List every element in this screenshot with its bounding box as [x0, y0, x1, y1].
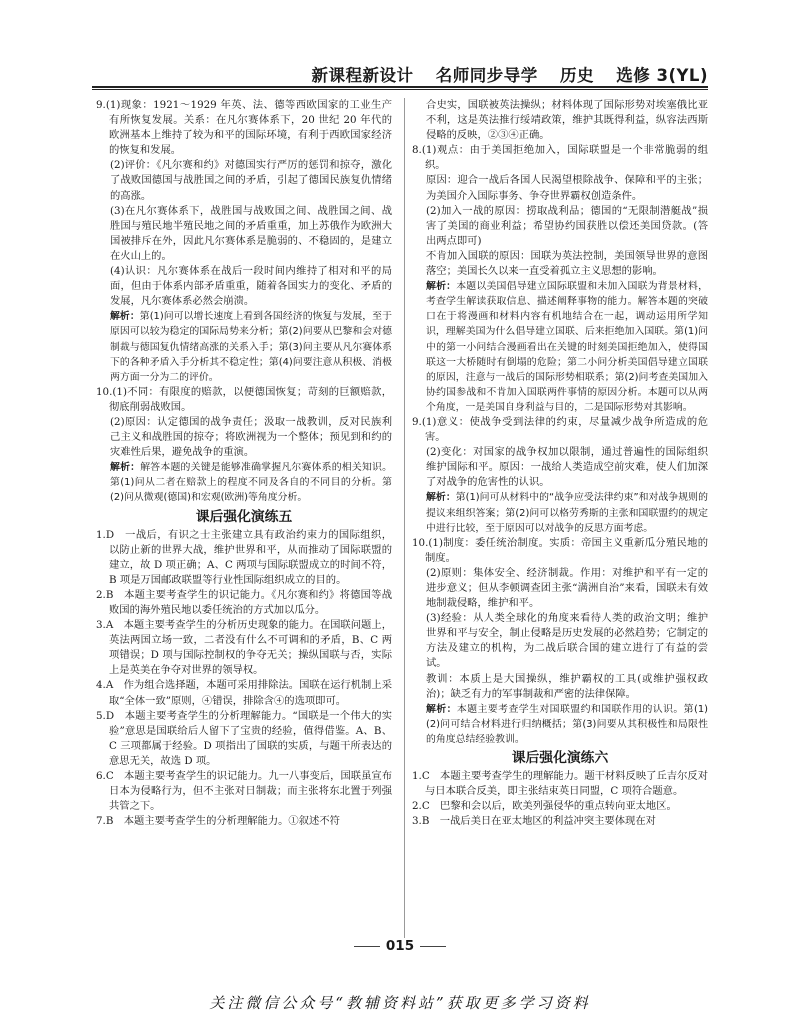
answer-paragraph: (2)加入一战的原因：捞取战利品；德国的“无限制潜艇战”损害了美国的商业利益；希望协约国获胜以偿还美国贷款。(答出两点即可) [426, 204, 708, 247]
answer-item: 4.A 作为组合选择题，本题可采用排除法。国联在运行机制上采取“全体一致”原则，④错误，排除含④的选项即可。 [96, 679, 392, 707]
header-subtitle: 名师同步导学 [435, 66, 538, 85]
header-volume: 选修 3(YL) [616, 66, 708, 85]
section-heading: 课后强化演练六 [511, 750, 609, 767]
answer-item: 9.(1)意义：使战争受到法律的约束，尽量减少战争所造成的危害。 [412, 415, 708, 444]
header-rule-thin [92, 89, 708, 90]
answer-item: 6.C 本题主要考查学生的识记能力。九一八事变后，国联虽宣布日本为侵略行为，但不主张对日制裁；而主张将东北置于列强共管之下。 [96, 770, 392, 813]
answer-paragraph: (4)认识：凡尔赛体系在战后一段时间内维持了相对和平的局面，但由于体系内部矛盾重重，随着各国实力的变化、矛盾的发展，凡尔赛体系必然会崩溃。 [110, 265, 392, 308]
header-subject: 历史 [559, 66, 594, 85]
answer-paragraph: 原因：迎合一战后各国人民渴望根除战争、保障和平的主张；为美国介入国际事务、争夺世界霸权创造条件。 [426, 174, 708, 202]
analysis-text: 本题以美国倡导建立国际联盟和未加入国联为背景材料，考查学生解读获取信息、描述阐释事物的能力。解答本题的突破口在于将漫画和材料内容有机地结合在一起，调动运用所学知识，理解美国为什么倡导建立国联、后来拒绝加入国联。第(1)问中的第一小问结合漫画看出在关键的时刻美国拒绝加入，使得国联这一大桥随时有倒塌的危险；第二小问分析美国倡导建立国联的原因，注意与一战后的国际形势相联系；第(2)问考查美国加入协约国参战和不肯加入国联两件事情的原因分析。本题可以从两个角度，一是美国自身利益与目的，二是国际形势对其影响。 [426, 281, 708, 413]
footer-note: 关注微信公众号“教辅资料站”获取更多学习资料 [209, 994, 591, 1012]
answer-item: 1.C 本题主要考查学生的理解能力。题干材料反映了丘吉尔反对与日本联合反美，即主张结束英日同盟，C 项符合题意。 [412, 770, 708, 798]
page-number [0, 938, 800, 954]
analysis-paragraph [96, 460, 392, 505]
analysis-label: 解析： [426, 281, 457, 293]
answer-paragraph: (2)变化：对国家的战争权加以限制，通过普遍性的国际组织维护国际和平。原因：一战给人类造成空前灾难，使人们加深了对战争的危害性的认识。 [426, 446, 708, 489]
analysis-paragraph [412, 279, 708, 415]
analysis-text: 第(1)问可从材料中的“战争应受法律约束”和对战争规则的提议来组织答案；第(2)问可以格劳秀斯的主张和国联盟约的规定中进行比较，至于原因可以对战争的反思方面考虑。 [426, 492, 708, 534]
page-number-dash-right [420, 946, 446, 947]
running-header [92, 62, 708, 88]
answer-item: 3.B 一战后美日在亚太地区的利益冲突主要体现在对 [412, 815, 656, 828]
left-column [96, 98, 392, 938]
header-rule-thick [92, 86, 708, 88]
right-column [412, 98, 708, 938]
answer-item: 9.(1)现象：1921～1929 年英、法、德等西欧国家的工业生产有所恢复发展。关系：在凡尔赛体系下，20 世纪 20 年代的欧洲基本上维持了较为和平的国际环境，有利于西欧国家经济的恢复和发展。 [96, 99, 392, 157]
analysis-paragraph [412, 702, 708, 747]
analysis-text: 第(1)问可以增长速度上看到各国经济的恢复与发展，至于原因可以较为稳定的国际局势来分析；第(2)问要从巴黎和会对德制裁与德国复仇情绪高涨的关系入手；第(3)问主要从凡尔赛体系下的各种矛盾入手分析其不稳定性；第(4)问要注意从积极、消极两方面一分为二的评价。 [110, 311, 392, 383]
answer-paragraph: (2)原则：集体安全、经济制裁。作用：对维护和平有一定的进步意义；但从李顿调查团主张“满洲自治”来看，国联未有效地制裁侵略，维护和平。 [426, 566, 708, 610]
answer-paragraph: (3)在凡尔赛体系下，战胜国与战败国之间、战胜国之间、战胜国与殖民地半殖民地之间的矛盾重重，加上苏俄作为欧洲大国被排斥在外，因此凡尔赛体系是脆弱的、不稳固的，是建立在火山上的。 [110, 204, 392, 262]
column-divider [404, 98, 405, 938]
answer-item: 10.(1)不同：有限度的赔款，以便德国恢复；苛刻的巨额赔款，彻底削弱战败国。 [96, 385, 392, 413]
analysis-text: 本题主要考查学生对国联盟约和国联作用的认识。第(1)(2)问可结合材料进行归纳概括；第(3)问要从其积极性和局限性的角度总结经验教训。 [426, 703, 708, 745]
analysis-label: 解析： [426, 703, 457, 715]
page-number-dash-left [354, 946, 380, 947]
answer-item: 2.B 本题主要考查学生的识记能力。《凡尔赛和约》将德国等战败国的海外殖民地以委任统治的方式加以瓜分。 [96, 588, 392, 616]
analysis-label: 解析： [110, 311, 140, 323]
answer-item: 3.A 本题主要考查学生的分析历史现象的能力。在国联问题上，英法两国立场一致，二者没有什么不可调和的矛盾，B、C 两项错误；D 项与国际控制权的争夺无关；操纵国联与否，实际上是英美在争夺对世界的领导权。 [96, 619, 392, 677]
answer-item: 2.C 巴黎和会以后，欧美列强侵华的重点转向亚太地区。 [412, 800, 677, 813]
section-heading: 课后强化演练五 [195, 508, 293, 525]
answer-item: 1.D 一战后，有识之士主张建立具有政治约束力的国际组织，以防止新的世界大战，维护世界和平，从而推动了国际联盟的建立，故 D 项正确；A、C 两项与国际联盟成立的时间不符，B 项是万国邮政联盟等行业性国际组织成立的目的。 [96, 528, 392, 586]
analysis-label: 解析： [110, 462, 141, 474]
analysis-label: 解析： [426, 492, 456, 504]
answer-paragraph: (2)评价：《凡尔赛和约》对德国实行严厉的惩罚和掠夺，激化了战败国德国与战胜国之间的矛盾，引起了德国民族复仇情绪的高涨。 [110, 159, 392, 202]
answer-paragraph: (2)原因：认定德国的战争责任；汲取一战教训，反对民族利己主义和战胜国的掠夺；将欧洲视为一个整体；预见到和约的灾难性后果，避免战争的重演。 [110, 415, 392, 459]
answer-item: 8.(1)观点：由于美国拒绝加入，国际联盟是一个非常脆弱的组织。 [412, 144, 708, 172]
analysis-paragraph [96, 309, 392, 384]
header-series: 新课程新设计 [311, 66, 414, 85]
answer-paragraph: 合史实，国联被英法操纵；材料体现了国际形势对埃塞俄比亚不利，这是英法推行绥靖政策，维护其既得利益，纵容法西斯侵略的反映，②③④正确。 [426, 99, 708, 142]
answer-paragraph: (3)经验：从人类全球化的角度来看待人类的政治文明；维护世界和平与安全，制止侵略是历史发展的必然趋势；它制定的方法及建立的机构，为二战后联合国的建立进行了有益的尝试。 [426, 612, 708, 670]
answer-paragraph: 教训：本质上是大国操纵，维护霸权的工具(或维护强权政治)；缺乏有力的军事制裁和严密的法律保障。 [426, 672, 708, 700]
answer-item: 10.(1)制度：委任统治制度。实质：帝国主义重新瓜分殖民地的制度。 [412, 536, 708, 564]
answer-paragraph: 不肯加入国联的原因：国联为英法控制，美国领导世界的意图落空；美国长久以来一直受着孤立主义思想的影响。 [426, 249, 708, 278]
analysis-text: 解答本题的关键是能够准确掌握凡尔赛体系的相关知识。第(1)问从二者在赔款上的程度不同及各自的不同目的分析。第(2)问从微观(德国)和宏观(欧洲)等角度分析。 [110, 462, 392, 504]
answer-item: 7.B 本题主要考查学生的分析理解能力。①叙述不符 [96, 815, 340, 828]
page-number-text: 015 [385, 938, 415, 954]
analysis-paragraph [412, 490, 708, 535]
answer-item: 5.D 本题主要考查学生的分析理解能力。“国联是一个伟大的实验”意思是国联给后人留下了宝贵的经验，值得借鉴。A、B、C 三项都属于经验。D 项指出了国联的实质，与题干所表达的意思无关，故选 D 项。 [96, 709, 392, 767]
